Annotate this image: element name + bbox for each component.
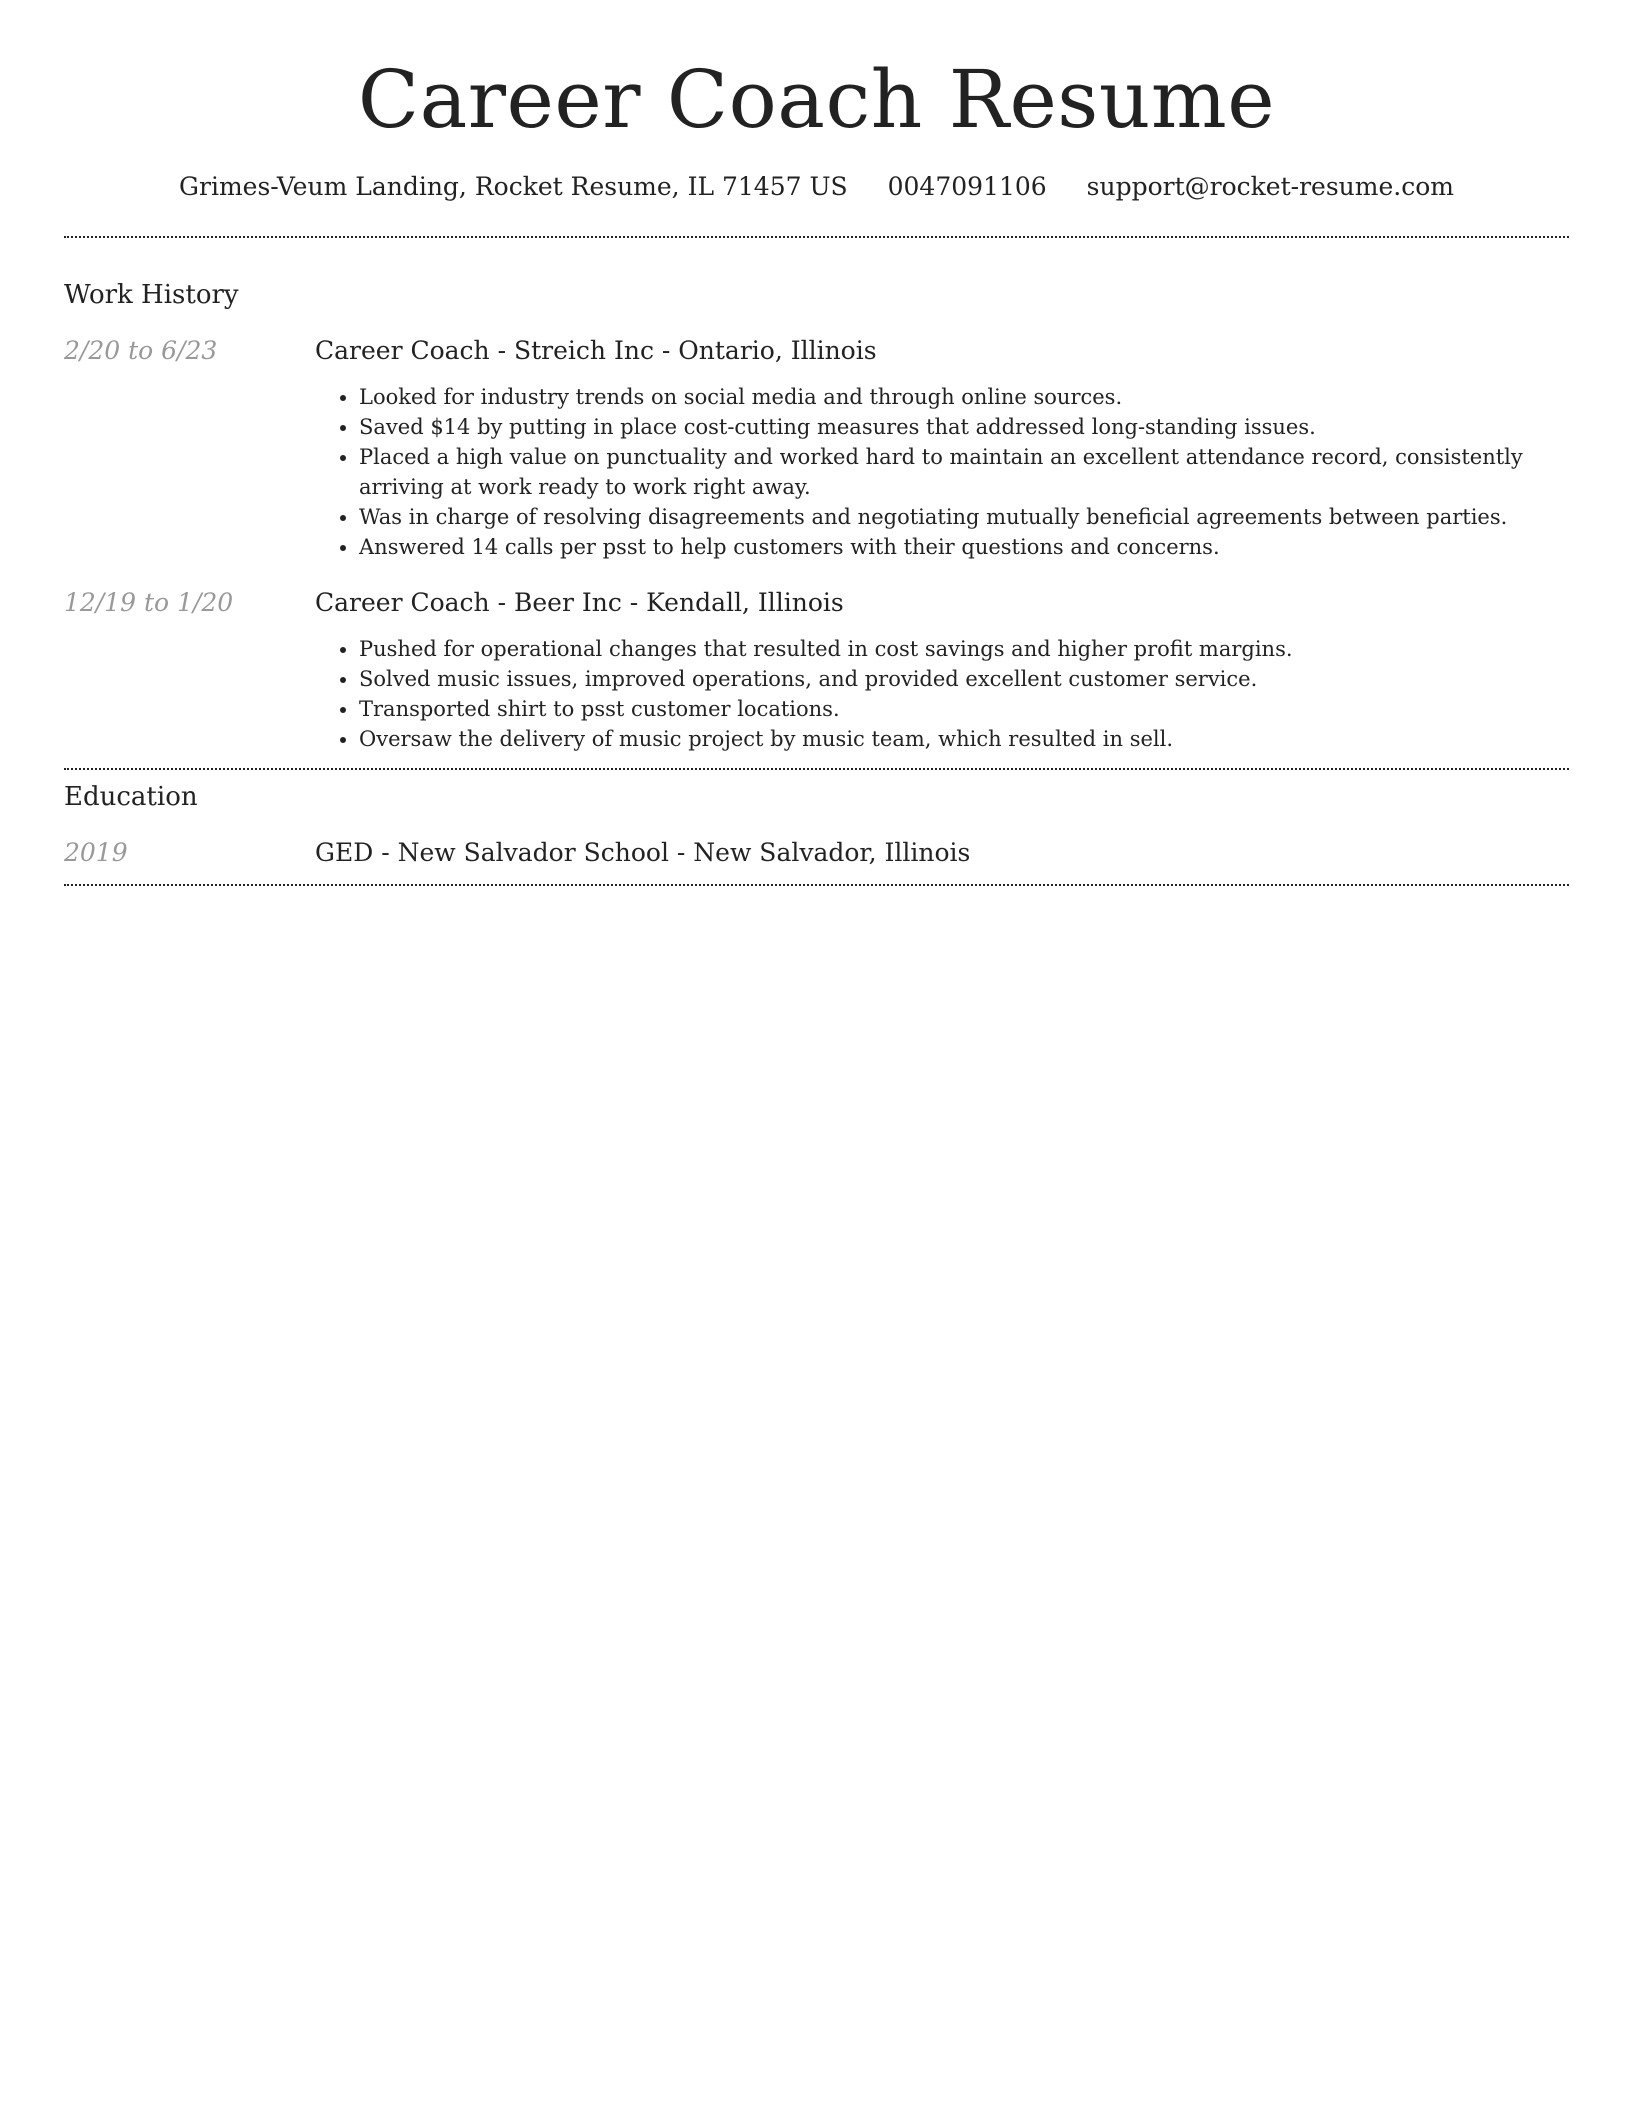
work-entry-body bbox=[315, 334, 1569, 562]
bullet-item: • Answered 14 calls per psst to help customers with their questions and concerns. bbox=[359, 532, 1569, 562]
work-history-section bbox=[64, 278, 1569, 754]
resume-name: Career Coach Resume bbox=[357, 53, 1276, 146]
education-entry-date: 2019 bbox=[64, 838, 128, 867]
contact-line bbox=[64, 170, 1569, 204]
work-entry bbox=[64, 334, 1569, 562]
work-entry-heading: Career Coach - Streich Inc - Ontario, Illinois bbox=[315, 336, 877, 365]
section-title-work-history: Work History bbox=[64, 280, 239, 310]
bullet-item: • Oversaw the delivery of music project by music team, which resulted in sell. bbox=[359, 724, 1569, 754]
work-entry-dates: 2/20 to 6/23 bbox=[64, 336, 218, 365]
work-entry-bullets bbox=[315, 382, 1569, 562]
bullet-item: • Pushed for operational changes that resulted in cost savings and higher profit margins. bbox=[359, 634, 1569, 664]
work-entry-body bbox=[315, 586, 1569, 754]
bullet-item: • Solved music issues, improved operations, and provided excellent customer service. bbox=[359, 664, 1569, 694]
bullet-item: • Saved $14 by putting in place cost-cutting measures that addressed long-standing issues. bbox=[359, 412, 1569, 442]
education-entry-heading: GED - New Salvador School - New Salvador, Illinois bbox=[315, 838, 971, 867]
section-title-education: Education bbox=[64, 782, 198, 812]
education-section bbox=[64, 780, 1569, 870]
resume-page bbox=[64, 0, 1569, 886]
bullet-item: • Was in charge of resolving disagreements and negotiating mutually beneficial agreements between parties. bbox=[359, 502, 1569, 532]
education-entry-body bbox=[315, 836, 1569, 870]
work-entry-dates: 12/19 to 1/20 bbox=[64, 588, 234, 617]
work-entry-bullets bbox=[315, 634, 1569, 754]
contact-email: support@rocket-resume.com bbox=[1086, 172, 1454, 201]
contact-address: Grimes-Veum Landing, Rocket Resume, IL 71457 US bbox=[179, 172, 848, 201]
bullet-item: • Transported shirt to psst customer locations. bbox=[359, 694, 1569, 724]
contact-phone: 0047091106 bbox=[887, 172, 1047, 201]
work-entry-heading: Career Coach - Beer Inc - Kendall, Illinois bbox=[315, 588, 844, 617]
bullet-item: • Looked for industry trends on social media and through online sources. bbox=[359, 382, 1569, 412]
footer-divider bbox=[64, 884, 1569, 886]
work-entry bbox=[64, 586, 1569, 754]
bullet-item: • Placed a high value on punctuality and worked hard to maintain an excellent attendance record, consistently arriving at work ready to work right away. bbox=[359, 442, 1569, 502]
section-divider bbox=[64, 768, 1569, 770]
education-entry bbox=[64, 836, 1569, 870]
header-divider bbox=[64, 236, 1569, 238]
